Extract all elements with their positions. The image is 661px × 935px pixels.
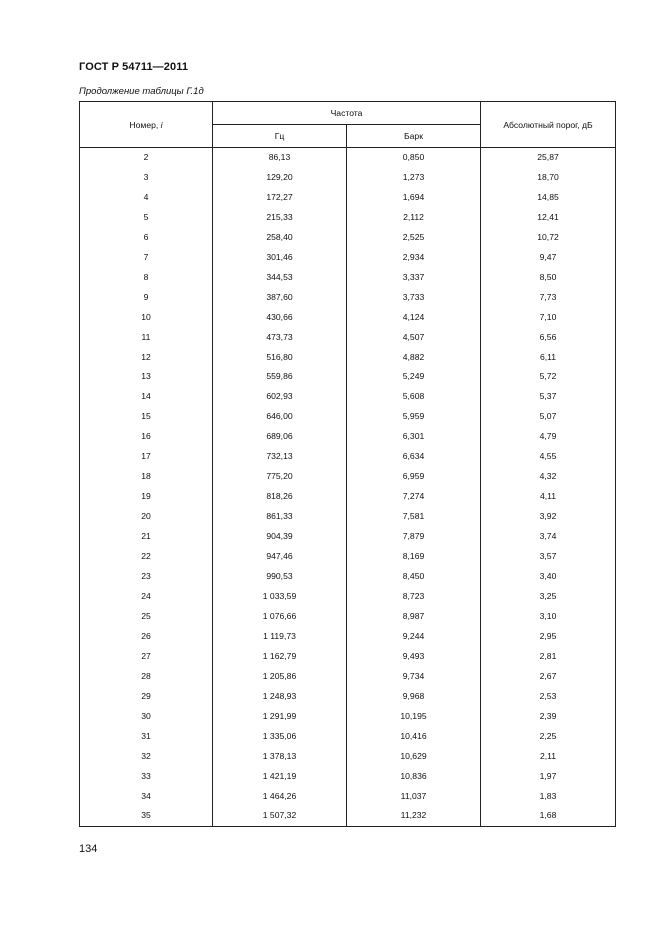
cell-number: 34 bbox=[80, 787, 213, 807]
cell-threshold: 4,55 bbox=[481, 447, 616, 467]
table-row bbox=[80, 507, 616, 527]
cell-bark: 4,507 bbox=[347, 328, 481, 348]
header-number bbox=[80, 102, 213, 148]
cell-threshold: 2,39 bbox=[481, 707, 616, 727]
cell-bark: 8,169 bbox=[347, 547, 481, 567]
data-table bbox=[79, 101, 616, 827]
cell-hz: 1 464,26 bbox=[213, 787, 347, 807]
cell-hz: 1 119,73 bbox=[213, 627, 347, 647]
table-row bbox=[80, 727, 616, 747]
cell-number: 7 bbox=[80, 248, 213, 268]
document-code: ГОСТ Р 54711—2011 bbox=[79, 61, 189, 73]
cell-number: 26 bbox=[80, 627, 213, 647]
cell-threshold: 5,37 bbox=[481, 387, 616, 407]
cell-threshold: 4,79 bbox=[481, 427, 616, 447]
cell-hz: 602,93 bbox=[213, 387, 347, 407]
cell-hz: 947,46 bbox=[213, 547, 347, 567]
table-row bbox=[80, 367, 616, 387]
table-row bbox=[80, 747, 616, 767]
cell-threshold: 12,41 bbox=[481, 208, 616, 228]
table-row bbox=[80, 806, 616, 826]
cell-number: 24 bbox=[80, 587, 213, 607]
cell-threshold: 2,25 bbox=[481, 727, 616, 747]
cell-hz: 1 378,13 bbox=[213, 747, 347, 767]
cell-hz: 129,20 bbox=[213, 168, 347, 188]
cell-number: 19 bbox=[80, 487, 213, 507]
cell-number: 33 bbox=[80, 767, 213, 787]
header-frequency: Частота bbox=[213, 102, 481, 125]
table-row bbox=[80, 168, 616, 188]
table-row bbox=[80, 487, 616, 507]
cell-hz: 1 421,19 bbox=[213, 767, 347, 787]
header-bark: Барк bbox=[347, 125, 481, 148]
table-row bbox=[80, 467, 616, 487]
cell-bark: 1,694 bbox=[347, 188, 481, 208]
cell-threshold: 3,92 bbox=[481, 507, 616, 527]
table-row bbox=[80, 707, 616, 727]
cell-threshold: 2,95 bbox=[481, 627, 616, 647]
table-row bbox=[80, 567, 616, 587]
cell-number: 29 bbox=[80, 687, 213, 707]
cell-threshold: 3,25 bbox=[481, 587, 616, 607]
cell-threshold: 3,10 bbox=[481, 607, 616, 627]
cell-hz: 473,73 bbox=[213, 328, 347, 348]
cell-number: 16 bbox=[80, 427, 213, 447]
cell-number: 25 bbox=[80, 607, 213, 627]
cell-number: 9 bbox=[80, 288, 213, 308]
cell-bark: 3,733 bbox=[347, 288, 481, 308]
cell-number: 11 bbox=[80, 328, 213, 348]
cell-threshold: 1,68 bbox=[481, 806, 616, 826]
cell-bark: 10,836 bbox=[347, 767, 481, 787]
table-row bbox=[80, 587, 616, 607]
cell-bark: 10,195 bbox=[347, 707, 481, 727]
table-row bbox=[80, 407, 616, 427]
cell-hz: 516,80 bbox=[213, 348, 347, 368]
cell-threshold: 7,73 bbox=[481, 288, 616, 308]
cell-number: 8 bbox=[80, 268, 213, 288]
cell-bark: 6,301 bbox=[347, 427, 481, 447]
table-row bbox=[80, 308, 616, 328]
table-row bbox=[80, 647, 616, 667]
table-row bbox=[80, 188, 616, 208]
cell-hz: 1 033,59 bbox=[213, 587, 347, 607]
table-row bbox=[80, 687, 616, 707]
cell-threshold: 5,72 bbox=[481, 367, 616, 387]
cell-bark: 9,493 bbox=[347, 647, 481, 667]
cell-bark: 4,124 bbox=[347, 308, 481, 328]
cell-threshold: 2,81 bbox=[481, 647, 616, 667]
cell-bark: 10,629 bbox=[347, 747, 481, 767]
table-row bbox=[80, 248, 616, 268]
cell-bark: 5,608 bbox=[347, 387, 481, 407]
table-body bbox=[80, 148, 616, 827]
cell-number: 10 bbox=[80, 308, 213, 328]
table-row bbox=[80, 148, 616, 168]
cell-bark: 5,959 bbox=[347, 407, 481, 427]
cell-threshold: 5,07 bbox=[481, 407, 616, 427]
cell-bark: 11,232 bbox=[347, 806, 481, 826]
cell-bark: 7,581 bbox=[347, 507, 481, 527]
cell-number: 13 bbox=[80, 367, 213, 387]
cell-threshold: 8,50 bbox=[481, 268, 616, 288]
cell-threshold: 4,11 bbox=[481, 487, 616, 507]
cell-hz: 215,33 bbox=[213, 208, 347, 228]
cell-threshold: 2,53 bbox=[481, 687, 616, 707]
cell-number: 27 bbox=[80, 647, 213, 667]
cell-bark: 8,723 bbox=[347, 587, 481, 607]
cell-threshold: 1,97 bbox=[481, 767, 616, 787]
cell-number: 30 bbox=[80, 707, 213, 727]
cell-threshold: 10,72 bbox=[481, 228, 616, 248]
table-header bbox=[80, 102, 616, 148]
cell-bark: 7,879 bbox=[347, 527, 481, 547]
cell-number: 28 bbox=[80, 667, 213, 687]
cell-bark: 3,337 bbox=[347, 268, 481, 288]
cell-threshold: 6,56 bbox=[481, 328, 616, 348]
header-number-label: Номер, bbox=[129, 119, 161, 130]
cell-number: 15 bbox=[80, 407, 213, 427]
cell-threshold: 2,11 bbox=[481, 747, 616, 767]
cell-hz: 646,00 bbox=[213, 407, 347, 427]
table-row bbox=[80, 767, 616, 787]
table-row bbox=[80, 607, 616, 627]
table-row bbox=[80, 527, 616, 547]
cell-number: 17 bbox=[80, 447, 213, 467]
cell-number: 6 bbox=[80, 228, 213, 248]
cell-bark: 2,525 bbox=[347, 228, 481, 248]
cell-number: 23 bbox=[80, 567, 213, 587]
cell-bark: 5,249 bbox=[347, 367, 481, 387]
cell-bark: 10,416 bbox=[347, 727, 481, 747]
cell-number: 22 bbox=[80, 547, 213, 567]
page-number: 134 bbox=[79, 843, 98, 855]
cell-threshold: 4,32 bbox=[481, 467, 616, 487]
cell-threshold: 6,11 bbox=[481, 348, 616, 368]
cell-bark: 7,274 bbox=[347, 487, 481, 507]
cell-bark: 6,634 bbox=[347, 447, 481, 467]
cell-hz: 1 205,86 bbox=[213, 667, 347, 687]
cell-bark: 0,850 bbox=[347, 148, 481, 168]
cell-number: 21 bbox=[80, 527, 213, 547]
cell-hz: 1 291,99 bbox=[213, 707, 347, 727]
header-threshold: Абсолютный порог, дБ bbox=[481, 102, 616, 148]
cell-hz: 732,13 bbox=[213, 447, 347, 467]
cell-hz: 86,13 bbox=[213, 148, 347, 168]
cell-number: 35 bbox=[80, 806, 213, 826]
cell-hz: 387,60 bbox=[213, 288, 347, 308]
cell-hz: 258,40 bbox=[213, 228, 347, 248]
cell-hz: 1 248,93 bbox=[213, 687, 347, 707]
cell-threshold: 2,67 bbox=[481, 667, 616, 687]
cell-bark: 9,244 bbox=[347, 627, 481, 647]
cell-number: 5 bbox=[80, 208, 213, 228]
cell-threshold: 14,85 bbox=[481, 188, 616, 208]
cell-threshold: 9,47 bbox=[481, 248, 616, 268]
cell-bark: 8,987 bbox=[347, 607, 481, 627]
cell-hz: 559,86 bbox=[213, 367, 347, 387]
cell-number: 3 bbox=[80, 168, 213, 188]
table-row bbox=[80, 228, 616, 248]
cell-number: 14 bbox=[80, 387, 213, 407]
header-number-index: i bbox=[160, 119, 163, 130]
cell-threshold: 25,87 bbox=[481, 148, 616, 168]
table-row bbox=[80, 387, 616, 407]
cell-threshold: 3,40 bbox=[481, 567, 616, 587]
cell-number: 2 bbox=[80, 148, 213, 168]
table-row bbox=[80, 667, 616, 687]
header-hz: Гц bbox=[213, 125, 347, 148]
cell-bark: 4,882 bbox=[347, 348, 481, 368]
cell-bark: 2,934 bbox=[347, 248, 481, 268]
cell-hz: 430,66 bbox=[213, 308, 347, 328]
cell-threshold: 18,70 bbox=[481, 168, 616, 188]
cell-number: 12 bbox=[80, 348, 213, 368]
cell-number: 4 bbox=[80, 188, 213, 208]
cell-hz: 861,33 bbox=[213, 507, 347, 527]
cell-hz: 904,39 bbox=[213, 527, 347, 547]
cell-threshold: 3,74 bbox=[481, 527, 616, 547]
cell-threshold: 1,83 bbox=[481, 787, 616, 807]
cell-number: 32 bbox=[80, 747, 213, 767]
table-row bbox=[80, 268, 616, 288]
cell-number: 20 bbox=[80, 507, 213, 527]
cell-bark: 1,273 bbox=[347, 168, 481, 188]
cell-hz: 301,46 bbox=[213, 248, 347, 268]
table-row bbox=[80, 447, 616, 467]
cell-hz: 1 507,32 bbox=[213, 806, 347, 826]
table-row bbox=[80, 627, 616, 647]
cell-hz: 775,20 bbox=[213, 467, 347, 487]
cell-hz: 1 076,66 bbox=[213, 607, 347, 627]
cell-bark: 9,968 bbox=[347, 687, 481, 707]
cell-hz: 818,26 bbox=[213, 487, 347, 507]
table-row bbox=[80, 288, 616, 308]
table-row bbox=[80, 547, 616, 567]
cell-hz: 689,06 bbox=[213, 427, 347, 447]
cell-bark: 11,037 bbox=[347, 787, 481, 807]
cell-hz: 990,53 bbox=[213, 567, 347, 587]
table-row bbox=[80, 348, 616, 368]
table-row bbox=[80, 328, 616, 348]
cell-bark: 8,450 bbox=[347, 567, 481, 587]
table-row bbox=[80, 208, 616, 228]
table-caption: Продолжение таблицы Г.1д bbox=[79, 86, 204, 97]
cell-bark: 9,734 bbox=[347, 667, 481, 687]
cell-hz: 172,27 bbox=[213, 188, 347, 208]
cell-threshold: 3,57 bbox=[481, 547, 616, 567]
cell-hz: 1 162,79 bbox=[213, 647, 347, 667]
cell-hz: 1 335,06 bbox=[213, 727, 347, 747]
cell-bark: 2,112 bbox=[347, 208, 481, 228]
table-row bbox=[80, 787, 616, 807]
cell-bark: 6,959 bbox=[347, 467, 481, 487]
table-row bbox=[80, 427, 616, 447]
cell-threshold: 7,10 bbox=[481, 308, 616, 328]
cell-number: 18 bbox=[80, 467, 213, 487]
cell-hz: 344,53 bbox=[213, 268, 347, 288]
cell-number: 31 bbox=[80, 727, 213, 747]
